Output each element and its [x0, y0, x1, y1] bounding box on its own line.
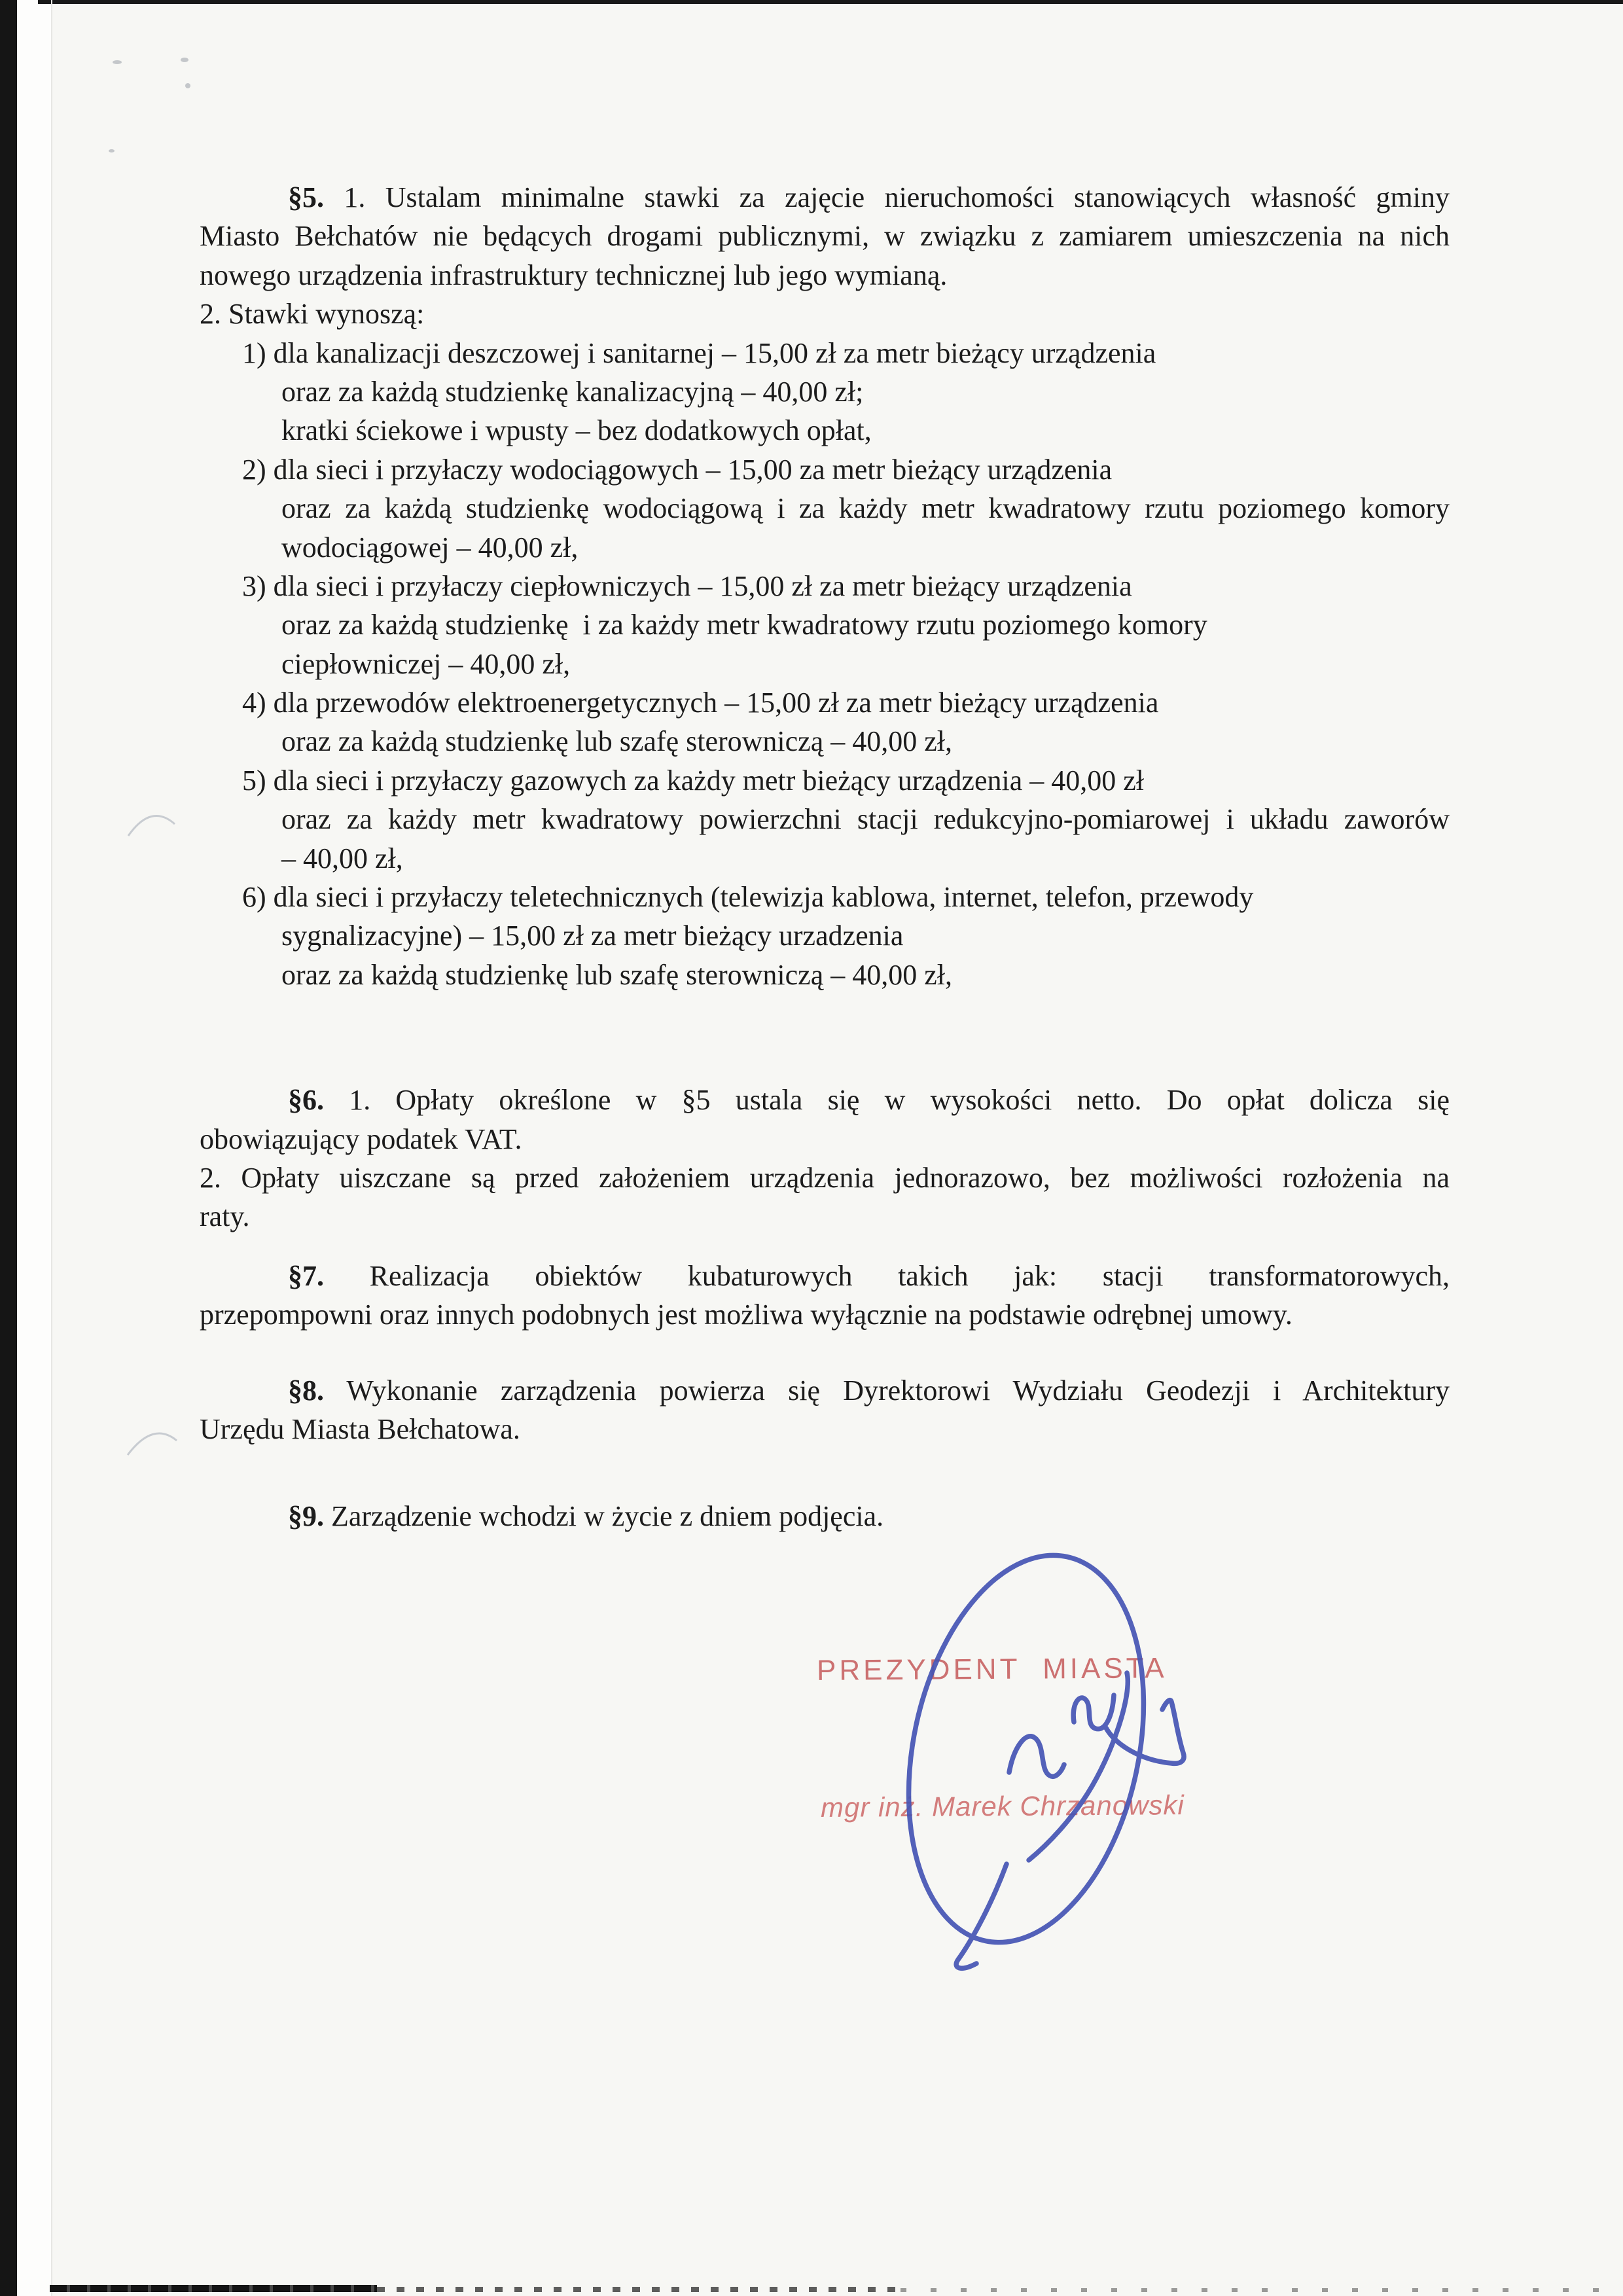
scan-arc-artifact — [128, 816, 175, 836]
signature-tail — [956, 1864, 1007, 1968]
doc-line — [200, 1410, 1450, 1448]
doc-line — [200, 1497, 1450, 1535]
line-text: przepompowni oraz innych podobnych jest możliwa wyłącznie na podstawie odrębnej umowy. — [200, 1299, 1293, 1331]
scan-top-black-bar — [38, 0, 1623, 4]
stamp-title-prezydent-miasta: PREZYDENT MIASTA — [816, 1652, 1168, 1687]
scan-left-black-bar — [0, 0, 17, 2296]
signature-descender — [1029, 1673, 1128, 1860]
doc-line — [200, 683, 1450, 722]
line-text: Miasto Bełchatów nie będących drogami publicznymi, w związku z zamiarem umieszczenia na nich — [200, 220, 1450, 253]
scan-margin-strip — [17, 0, 51, 2296]
doc-line — [200, 645, 1450, 683]
dust-speck — [181, 58, 188, 62]
paragraph-gap — [200, 1448, 1450, 1497]
doc-line — [200, 489, 1450, 528]
line-text: oraz za każdy metr kwadratowy powierzchni stacji redukcyjno-pomiarowej i układu zaworów — [281, 803, 1450, 836]
doc-line — [200, 450, 1450, 489]
doc-line — [200, 956, 1450, 994]
section-number: §5. — [288, 181, 324, 213]
doc-line — [200, 1295, 1450, 1334]
line-text: 2) dla sieci i przyłaczy wodociągowych – 15,00 za metr bieżący urządzenia — [242, 453, 1113, 486]
line-text: oraz za każdą studzienkę i za każdy metr kwadratowy rzutu poziomego komory — [281, 609, 1207, 641]
line-text: 5) dla sieci i przyłaczy gazowych za każdy metr bieżący urządzenia – 40,00 zł — [242, 764, 1144, 797]
line-text: Urzędu Miasta Bełchatowa. — [200, 1412, 520, 1445]
doc-line — [200, 1081, 1450, 1119]
doc-line — [200, 411, 1450, 450]
doc-line — [200, 761, 1450, 800]
doc-line — [200, 528, 1450, 567]
doc-line — [200, 217, 1450, 255]
line-text: nowego urządzenia infrastruktury technicznej lub jego wymianą. — [200, 259, 948, 291]
scan-bottom-line-dashed — [377, 2287, 901, 2292]
doc-line — [200, 256, 1450, 295]
paragraph-gap — [200, 994, 1450, 1081]
paragraph-gap — [200, 1236, 1450, 1257]
doc-line — [200, 334, 1450, 372]
line-text: 1. Ustalam minimalne stawki za zajęcie nieruchomości stanowiących własność gminy — [324, 181, 1450, 213]
doc-line — [200, 372, 1450, 411]
doc-line — [200, 1257, 1450, 1295]
line-text: 2. Opłaty uiszczane są przed założeniem urządzenia jednorazowo, bez możliwości rozłożenia na — [200, 1161, 1450, 1194]
doc-line — [200, 722, 1450, 761]
section-number: §6. — [288, 1084, 324, 1117]
line-text: Realizacja obiektów kubaturowych takich jak: stacji transformatorowych, — [324, 1259, 1450, 1292]
doc-line — [200, 605, 1450, 644]
line-text: oraz za każdą studzienkę wodociągową i za każdy metr kwadratowy rzutu poziomego komory — [281, 492, 1450, 525]
line-text: 2. Stawki wynoszą: — [200, 298, 425, 331]
line-text: 4) dla przewodów elektroenergetycznych – 15,00 zł za metr bieżący urządzenia — [242, 687, 1159, 719]
line-text: raty. — [200, 1200, 250, 1233]
doc-line — [200, 878, 1450, 916]
signature-ink — [875, 1534, 1184, 1968]
line-text: oraz za każdą studzienkę kanalizacyjną – 40,00 zł; — [281, 375, 864, 408]
signature-squiggle — [1009, 1736, 1064, 1776]
scan-bottom-line-dense — [50, 2285, 377, 2292]
line-text: Zarządzenie wchodzi w życie z dniem podjęcia. — [324, 1500, 884, 1533]
dust-speck — [113, 60, 122, 64]
scan-bottom-line-sparse — [901, 2288, 1623, 2292]
section-number: §8. — [288, 1374, 324, 1407]
signature-flourish — [1106, 1700, 1184, 1764]
line-text: 6) dla sieci i przyłaczy teletechnicznych (telewizja kablowa, internet, telefon, przewody — [242, 881, 1254, 914]
line-text: sygnalizacyjne) – 15,00 zł za metr bieżący urzadzenia — [281, 920, 904, 952]
doc-line — [200, 1158, 1450, 1197]
document-body — [200, 178, 1450, 1536]
doc-line — [200, 1120, 1450, 1158]
line-text: oraz za każdą studzienkę lub szafę sterowniczą – 40,00 zł, — [281, 958, 952, 991]
doc-line — [200, 916, 1450, 955]
line-text: kratki ściekowe i wpusty – bez dodatkowych opłat, — [281, 414, 872, 447]
line-text: Wykonanie zarządzenia powierza się Dyrektorowi Wydziału Geodezji i Architektury — [324, 1374, 1450, 1407]
doc-line — [200, 839, 1450, 878]
signature-squiggle — [1073, 1695, 1114, 1729]
line-text: obowiązujący podatek VAT. — [200, 1122, 522, 1155]
doc-line — [200, 178, 1450, 217]
line-text: ciepłowniczej – 40,00 zł, — [281, 647, 571, 680]
line-text: 1. Opłaty określone w §5 ustala się w wysokości netto. Do opłat dolicza się — [324, 1084, 1450, 1117]
line-text: oraz za każdą studzienkę lub szafę sterowniczą – 40,00 zł, — [281, 725, 952, 758]
line-text: 3) dla sieci i przyłaczy ciepłowniczych – 15,00 zł za metr bieżący urządzenia — [242, 569, 1132, 602]
line-text: wodociągowej – 40,00 zł, — [281, 531, 579, 564]
page-edge-shadow — [51, 0, 52, 2296]
line-text: 1) dla kanalizacji deszczowej i sanitarnej – 15,00 zł za metr bieżący urządzenia — [242, 336, 1156, 369]
section-number: §7. — [288, 1259, 324, 1292]
doc-line — [200, 295, 1450, 333]
scan-arc-artifact — [128, 1433, 177, 1455]
dust-speck — [109, 149, 115, 152]
dust-speck — [185, 83, 190, 88]
doc-line — [200, 1197, 1450, 1236]
stamp-name-marek-chrzanowski: mgr inż. Marek Chrzanowski — [820, 1789, 1185, 1823]
doc-line — [200, 1371, 1450, 1410]
doc-line — [200, 567, 1450, 605]
signature-loop — [875, 1534, 1177, 1964]
section-number: §9. — [288, 1500, 324, 1533]
paragraph-gap — [200, 1335, 1450, 1371]
line-text: – 40,00 zł, — [281, 842, 403, 874]
doc-line — [200, 800, 1450, 838]
